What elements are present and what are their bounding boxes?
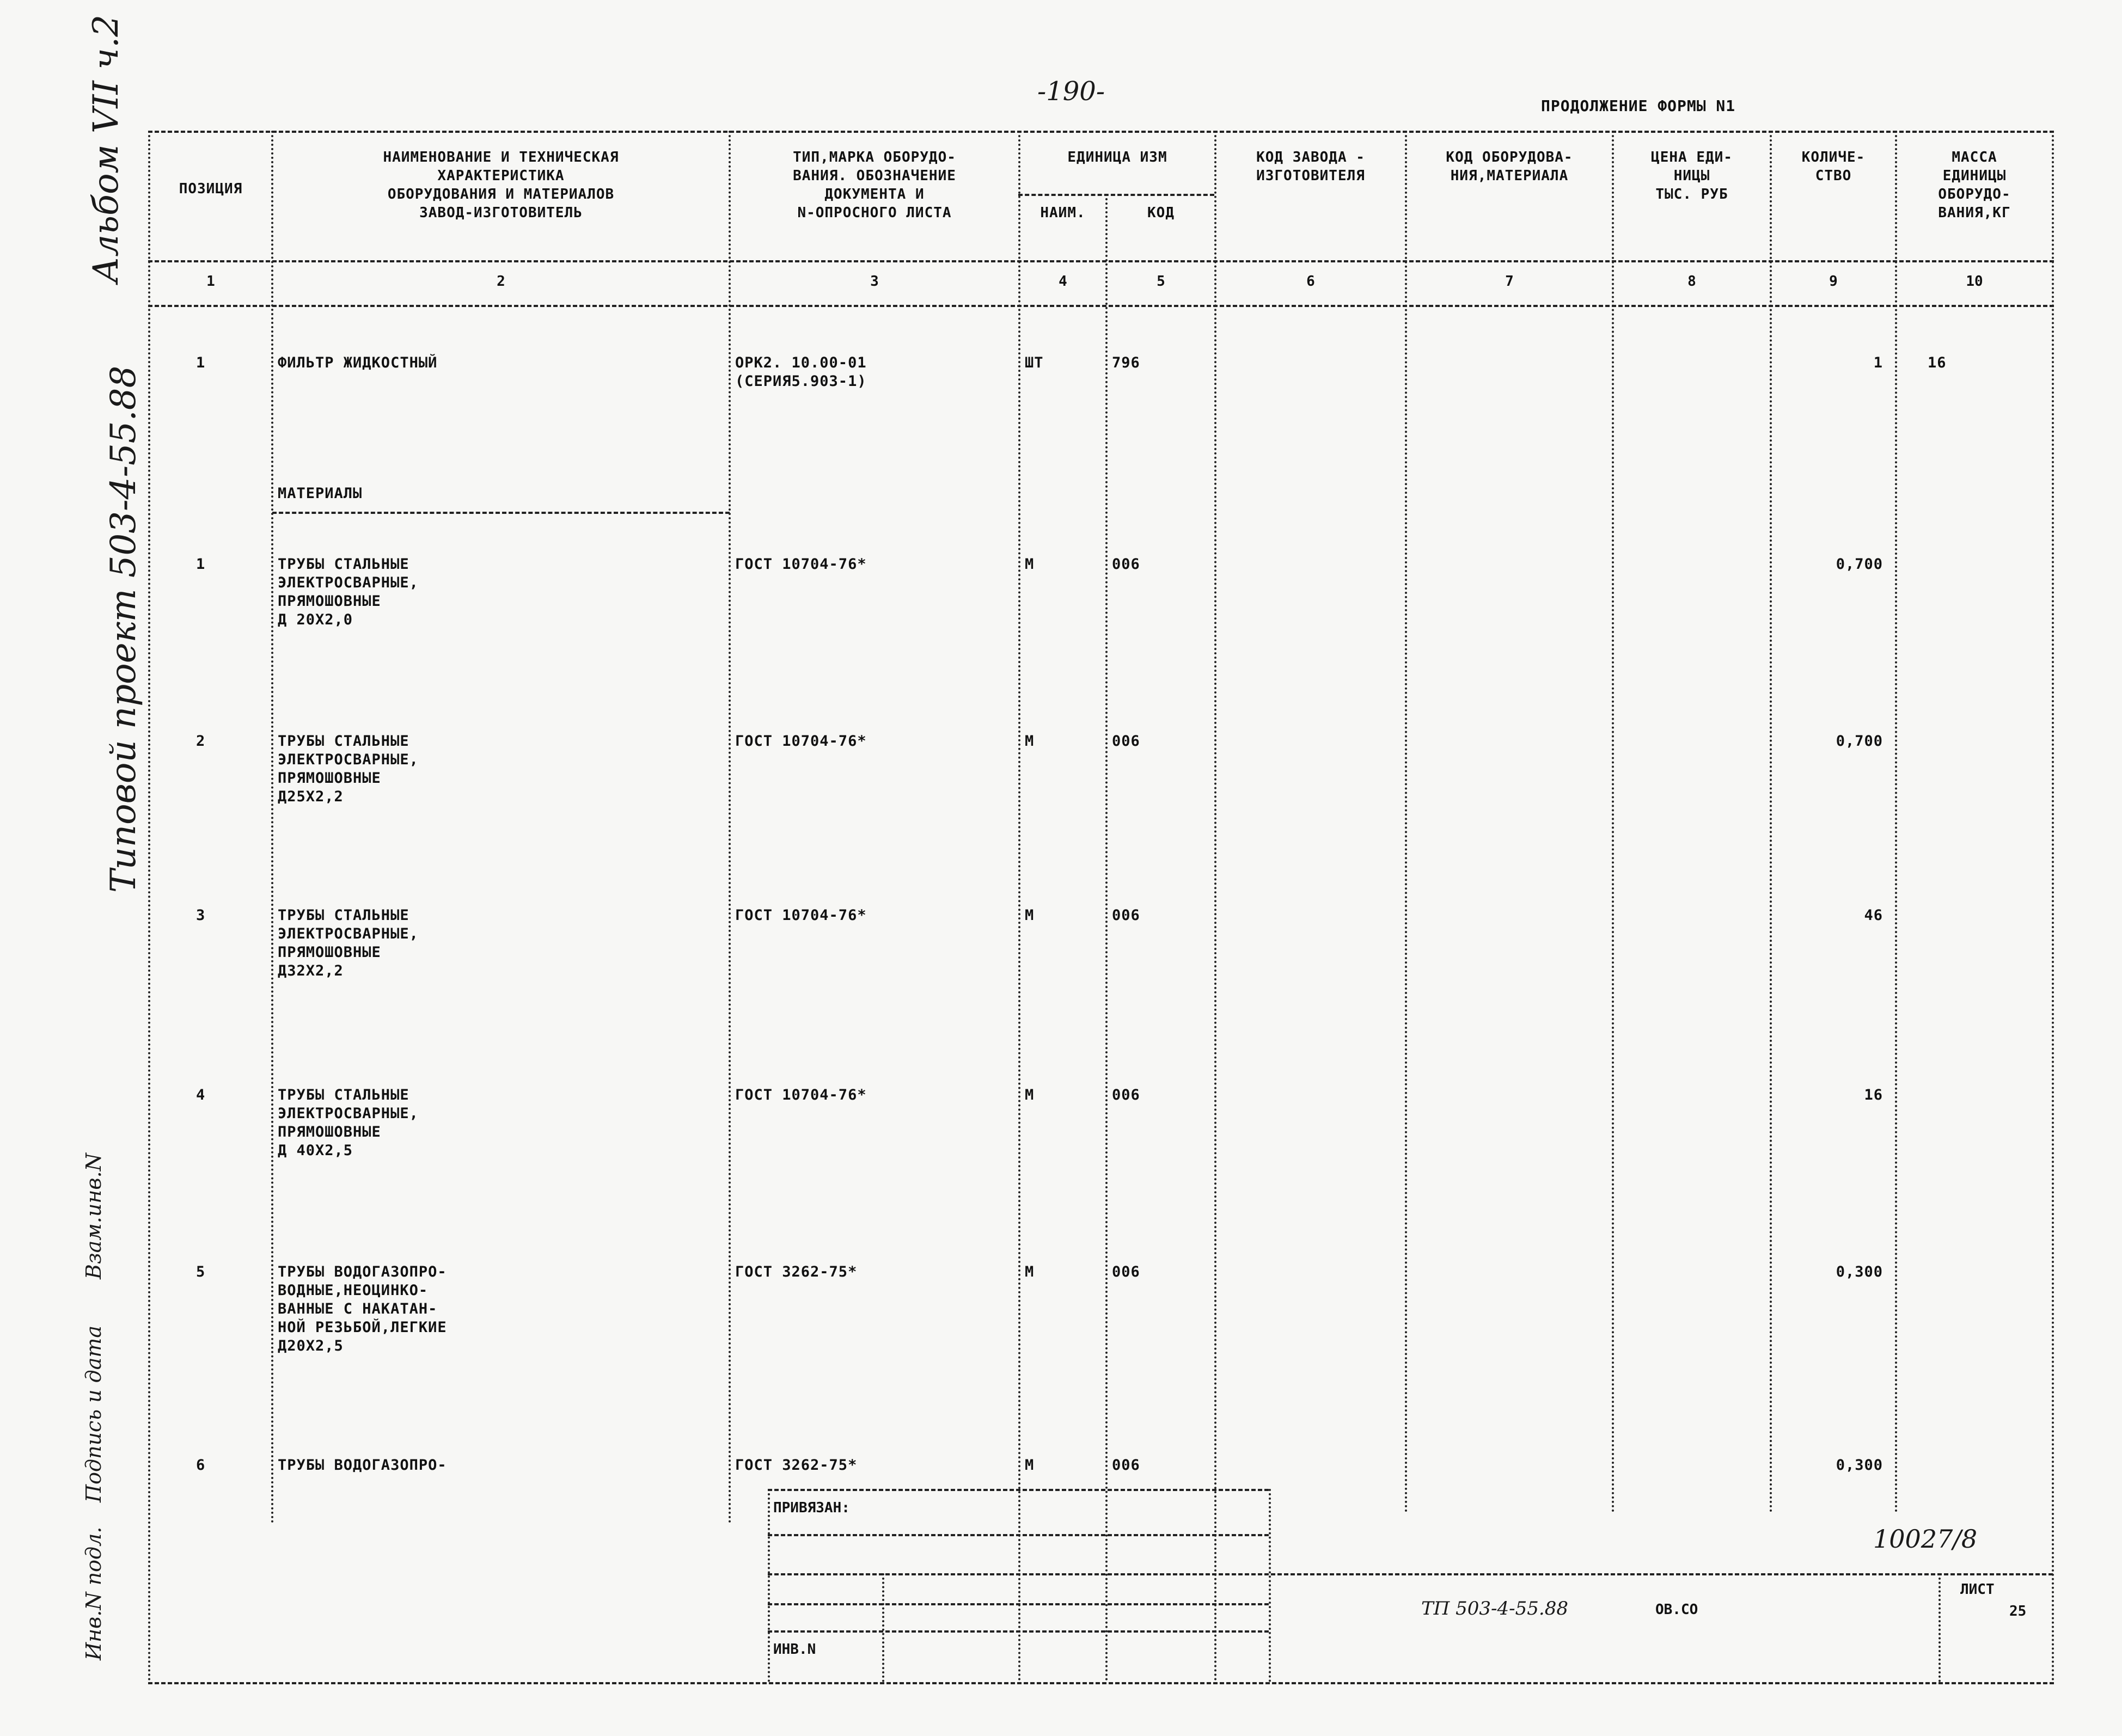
header-material-code: КОД ОБОРУДОВА- НИЯ,МАТЕРИАЛА xyxy=(1446,149,1573,184)
col-divider-4 xyxy=(1105,194,1108,1682)
row-quantity: 1 xyxy=(1873,354,1883,371)
col-divider-1 xyxy=(271,131,273,1524)
stamp-top-border xyxy=(768,1489,1269,1491)
row-unit: М xyxy=(1025,907,1035,924)
table-top-border xyxy=(148,131,2054,133)
row-unit-code: 006 xyxy=(1112,733,1140,750)
row-quantity: 16 xyxy=(1864,1087,1883,1103)
row-name: ФИЛЬТР ЖИДКОСТНЫЙ xyxy=(278,354,438,371)
table-bottom-border xyxy=(148,1682,2054,1684)
stamp-left-border xyxy=(768,1489,770,1682)
col-divider-6 xyxy=(1405,131,1407,1513)
row-type: ГОСТ 10704-76* xyxy=(735,556,867,573)
col-num-2: 2 xyxy=(497,273,505,290)
row-unit: М xyxy=(1025,1457,1035,1474)
row-unit-code: 796 xyxy=(1112,354,1140,371)
stamp-line-2 xyxy=(768,1534,1269,1536)
stamp-handwritten-ref: 10027/8 xyxy=(1873,1524,1978,1554)
col-divider-right xyxy=(2052,131,2054,1682)
row-quantity: 0,300 xyxy=(1836,1263,1883,1280)
row-type: ГОСТ 3262-75* xyxy=(735,1457,858,1474)
row-quantity: 0,700 xyxy=(1836,556,1883,573)
stamp-line-5 xyxy=(768,1630,1269,1633)
row-name: ТРУБЫ СТАЛЬНЫЕ ЭЛЕКТРОСВАРНЫЕ, ПРЯМОШОВНЫЕ Д25Х2,2 xyxy=(278,733,419,805)
row-name: ТРУБЫ СТАЛЬНЫЕ ЭЛЕКТРОСВАРНЫЕ, ПРЯМОШОВНЫЕ Д 40Х2,5 xyxy=(278,1087,419,1159)
unit-sub-divider xyxy=(1018,194,1214,196)
col-divider-2 xyxy=(729,131,731,1524)
row-type: ГОСТ 10704-76* xyxy=(735,907,867,924)
col-divider-9 xyxy=(1895,131,1897,1513)
col-num-5: 5 xyxy=(1157,273,1165,290)
row-position: 1 xyxy=(196,354,206,371)
row-type: ГОСТ 10704-76* xyxy=(735,1087,867,1103)
row-position: 5 xyxy=(196,1263,206,1280)
row-name: ТРУБЫ СТАЛЬНЫЕ ЭЛЕКТРОСВАРНЫЕ, ПРЯМОШОВНЫЕ Д 20Х2,0 xyxy=(278,556,419,628)
col-divider-5 xyxy=(1214,131,1216,1682)
row-position: 3 xyxy=(196,907,206,924)
header-quantity: КОЛИЧЕ- СТВО xyxy=(1801,149,1866,184)
col-num-7: 7 xyxy=(1505,273,1514,290)
col-num-1: 1 xyxy=(206,273,215,290)
col-num-4: 4 xyxy=(1059,273,1067,290)
side-album-note: Альбом VII ч.2 xyxy=(86,14,126,283)
materials-heading: МАТЕРИАЛЫ xyxy=(278,485,363,502)
stamp-doc-suffix: ОВ.СО xyxy=(1655,1602,1698,1618)
header-type: ТИП,МАРКА ОБОРУДО- ВАНИЯ. ОБОЗНАЧЕНИЕ ДОКУМЕНТА И N-ОПРОСНОГО ЛИСТА xyxy=(793,149,956,221)
header-unit-code: КОД xyxy=(1147,205,1175,221)
header-position: ПОЗИЦИЯ xyxy=(179,181,243,197)
stamp-sheet-divider xyxy=(1938,1573,1941,1682)
stamp-doc-code: ТП 503-4-55.88 xyxy=(1421,1598,1568,1620)
col-divider-3 xyxy=(1018,131,1020,1682)
col-num-10: 10 xyxy=(1966,273,1983,290)
col-num-9: 9 xyxy=(1829,273,1838,290)
row-mass: 16 xyxy=(1928,354,1947,371)
continuation-title: ПРОДОЛЖЕНИЕ ФОРМЫ N1 xyxy=(1541,97,1736,115)
row-name: ТРУБЫ ВОДОГАЗОПРО- ВОДНЫЕ,НЕОЦИНКО- ВАННЫЕ С НАКАТАН- НОЙ РЕЗЬБОЙ,ЛЕГКИЕ Д20Х2,5 xyxy=(278,1263,447,1354)
col-divider-8 xyxy=(1770,131,1772,1513)
row-position: 4 xyxy=(196,1087,206,1103)
side-stamp-vzam: Взам.инв.N xyxy=(82,1153,106,1279)
col-num-8: 8 xyxy=(1687,273,1696,290)
side-project-note: Типовой проект 503-4-55.88 xyxy=(103,365,144,893)
row-unit-code: 006 xyxy=(1112,556,1140,573)
stamp-privyazan: ПРИВЯЗАН: xyxy=(773,1500,850,1516)
stamp-sheet-label: ЛИСТ xyxy=(1960,1581,1995,1598)
side-stamp-inv: Инв.N подл. xyxy=(82,1526,106,1660)
row-position: 6 xyxy=(196,1457,206,1474)
col-divider-left xyxy=(148,131,150,1682)
header-name: НАИМЕНОВАНИЕ И ТЕХНИЧЕСКАЯ ХАРАКТЕРИСТИКА ОБОРУДОВАНИЯ И МАТЕРИАЛОВ ЗАВОД-ИЗГОТОВИТЕЛЬ xyxy=(383,149,619,221)
numbers-bottom-border xyxy=(148,305,2054,307)
header-bottom-border xyxy=(148,260,2054,262)
col-num-6: 6 xyxy=(1306,273,1315,290)
row-unit: М xyxy=(1025,556,1035,573)
row-quantity: 46 xyxy=(1864,907,1883,924)
row-unit: ШТ xyxy=(1025,354,1044,371)
row-type: ГОСТ 10704-76* xyxy=(735,733,867,750)
row-unit: М xyxy=(1025,733,1035,750)
materials-underline xyxy=(272,512,730,514)
row-unit: М xyxy=(1025,1263,1035,1280)
row-quantity: 0,700 xyxy=(1836,733,1883,750)
stamp-sheet-number: 25 xyxy=(2009,1603,2027,1620)
stamp-inv-number: ИНВ.N xyxy=(773,1641,816,1658)
row-unit-code: 006 xyxy=(1112,1263,1140,1280)
row-position: 1 xyxy=(196,556,206,573)
stamp-divider-2 xyxy=(1269,1489,1271,1682)
stamp-line-4 xyxy=(768,1603,1269,1605)
row-name: ТРУБЫ ВОДОГАЗОПРО- xyxy=(278,1457,447,1474)
page-number: -190- xyxy=(1037,76,1105,107)
row-type: ОРК2. 10.00-01 (СЕРИЯ5.903-1) xyxy=(735,354,867,390)
row-name: ТРУБЫ СТАЛЬНЫЕ ЭЛЕКТРОСВАРНЫЕ, ПРЯМОШОВНЫЕ Д32Х2,2 xyxy=(278,907,419,979)
stamp-divider-1 xyxy=(882,1573,884,1682)
col-num-3: 3 xyxy=(870,273,879,290)
header-unit-name: НАИМ. xyxy=(1040,205,1086,221)
row-type: ГОСТ 3262-75* xyxy=(735,1263,858,1280)
side-stamp-podpis: Подпись и дата xyxy=(82,1325,106,1502)
row-unit-code: 006 xyxy=(1112,1087,1140,1103)
row-unit-code: 006 xyxy=(1112,907,1140,924)
header-unit: ЕДИНИЦА ИЗМ xyxy=(1067,149,1167,165)
col-divider-7 xyxy=(1612,131,1614,1513)
stamp-line-3 xyxy=(768,1573,2053,1575)
header-price: ЦЕНА ЕДИ- НИЦЫ ТЫС. РУБ xyxy=(1651,149,1733,203)
header-mass: МАССА ЕДИНИЦЫ ОБОРУДО- ВАНИЯ,КГ xyxy=(1938,149,2011,221)
row-unit-code: 006 xyxy=(1112,1457,1140,1474)
row-unit: М xyxy=(1025,1087,1035,1103)
row-position: 2 xyxy=(196,733,206,750)
row-quantity: 0,300 xyxy=(1836,1457,1883,1474)
header-factory-code: КОД ЗАВОДА - ИЗГОТОВИТЕЛЯ xyxy=(1256,149,1365,184)
